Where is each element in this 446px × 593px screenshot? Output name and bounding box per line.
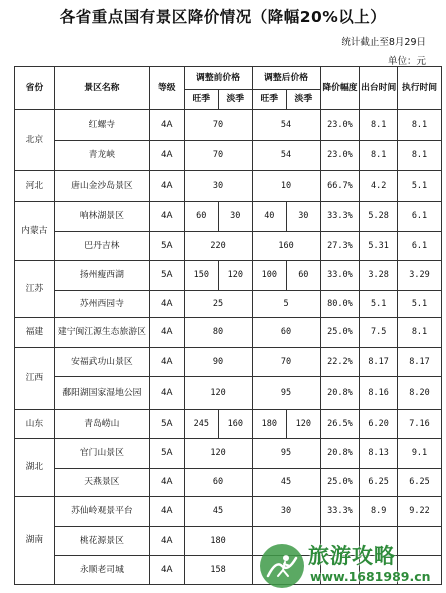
scenic-name: 巴丹吉林 (54, 232, 149, 261)
before-price: 180 (184, 527, 252, 556)
header-before: 调整前价格 (184, 67, 252, 90)
header-drop: 降价幅度 (320, 67, 360, 110)
before-peak-price: 60 (184, 202, 219, 232)
province-cell: 山东 (15, 410, 55, 439)
drop-cell: 27.3% (320, 232, 360, 261)
header-level: 等级 (150, 67, 185, 110)
table-row (15, 291, 442, 318)
effective-cell: 9.1 (398, 439, 442, 469)
scenic-name: 官门山景区 (54, 439, 149, 469)
table-row (15, 110, 442, 141)
before-price: 90 (184, 348, 252, 377)
price-table (14, 66, 442, 585)
drop-cell: 66.7% (320, 171, 360, 202)
table-row (15, 439, 442, 469)
table-row (15, 171, 442, 202)
table-row (15, 202, 442, 232)
release-cell: 8.1 (360, 141, 398, 171)
after-price (252, 527, 320, 556)
before-price: 70 (184, 141, 252, 171)
effective-cell: 8.1 (398, 110, 442, 141)
scenic-name: 天燕景区 (54, 469, 149, 497)
effective-cell: 8.1 (398, 318, 442, 348)
table-row (15, 232, 442, 261)
drop-cell: 26.5% (320, 410, 360, 439)
release-cell: 6.20 (360, 410, 398, 439)
after-price: 95 (252, 439, 320, 469)
release-cell: 3.28 (360, 261, 398, 291)
before-price: 25 (184, 291, 252, 318)
unit-note: 单位：元 (387, 56, 426, 67)
after-peak-price: 180 (252, 410, 287, 439)
before-price: 70 (184, 110, 252, 141)
level-cell: 5A (150, 232, 185, 261)
scenic-name: 安福武功山景区 (54, 348, 149, 377)
before-price: 30 (184, 171, 252, 202)
release-cell: 5.31 (360, 232, 398, 261)
effective-cell: 5.1 (398, 291, 442, 318)
watermark-brand: 旅游攻略 (308, 544, 396, 568)
after-price (252, 556, 320, 585)
scenic-name: 桃花源景区 (54, 527, 149, 556)
before-peak-price: 245 (184, 410, 219, 439)
level-cell: 5A (150, 439, 185, 469)
drop-cell: 20.8% (320, 439, 360, 469)
drop-cell (320, 556, 360, 585)
province-cell: 江西 (15, 348, 55, 410)
cutoff-note: 统计截止至8月29日 (341, 37, 426, 48)
scenic-name: 扬州瘦西湖 (54, 261, 149, 291)
scenic-name: 永顺老司城 (54, 556, 149, 585)
drop-cell (320, 527, 360, 556)
drop-cell: 20.8% (320, 377, 360, 410)
release-cell (360, 527, 398, 556)
effective-cell: 9.22 (398, 497, 442, 527)
province-cell: 内蒙古 (15, 202, 55, 261)
effective-cell: 6.1 (398, 232, 442, 261)
before-off-price: 160 (219, 410, 252, 439)
effective-cell: 3.29 (398, 261, 442, 291)
header-province: 省份 (15, 67, 55, 110)
after-price: 10 (252, 171, 320, 202)
province-cell: 湖南 (15, 497, 55, 585)
scenic-name: 红螺寺 (54, 110, 149, 141)
release-cell: 7.5 (360, 318, 398, 348)
drop-cell: 33.0% (320, 261, 360, 291)
scenic-name: 苏仙岭观景平台 (54, 497, 149, 527)
level-cell: 4A (150, 171, 185, 202)
after-price: 54 (252, 141, 320, 171)
level-cell: 4A (150, 348, 185, 377)
table-row (15, 527, 442, 556)
header-before-off: 淡季 (219, 90, 252, 110)
before-price: 45 (184, 497, 252, 527)
after-price: 95 (252, 377, 320, 410)
province-cell: 北京 (15, 110, 55, 171)
level-cell: 5A (150, 261, 185, 291)
drop-cell: 23.0% (320, 110, 360, 141)
header-after-off: 淡季 (287, 90, 320, 110)
scenic-name: 唐山金沙岛景区 (54, 171, 149, 202)
scenic-name: 响林湖景区 (54, 202, 149, 232)
release-cell: 8.17 (360, 348, 398, 377)
release-cell: 8.9 (360, 497, 398, 527)
drop-cell: 25.0% (320, 469, 360, 497)
table-row (15, 377, 442, 410)
effective-cell: 6.25 (398, 469, 442, 497)
scenic-name: 苏州西园寺 (54, 291, 149, 318)
after-off-price: 120 (287, 410, 320, 439)
release-cell: 4.2 (360, 171, 398, 202)
level-cell: 4A (150, 469, 185, 497)
table-row (15, 497, 442, 527)
table-row (15, 469, 442, 497)
level-cell: 4A (150, 291, 185, 318)
after-price: 160 (252, 232, 320, 261)
before-price: 80 (184, 318, 252, 348)
table-row (15, 318, 442, 348)
release-cell: 6.25 (360, 469, 398, 497)
scenic-name: 建宁闽江源生态旅游区 (54, 318, 149, 348)
drop-cell: 80.0% (320, 291, 360, 318)
before-price: 60 (184, 469, 252, 497)
level-cell: 4A (150, 527, 185, 556)
drop-cell: 23.0% (320, 141, 360, 171)
level-cell: 4A (150, 318, 185, 348)
effective-cell (398, 556, 442, 585)
before-price: 220 (184, 232, 252, 261)
before-off-price: 120 (219, 261, 252, 291)
after-price: 54 (252, 110, 320, 141)
drop-cell: 22.2% (320, 348, 360, 377)
effective-cell: 8.20 (398, 377, 442, 410)
release-cell: 8.13 (360, 439, 398, 469)
province-cell: 江苏 (15, 261, 55, 318)
table-row (15, 348, 442, 377)
after-off-price: 30 (287, 202, 320, 232)
level-cell: 4A (150, 556, 185, 585)
release-cell: 8.16 (360, 377, 398, 410)
header-before-peak: 旺季 (184, 90, 219, 110)
before-off-price: 30 (219, 202, 252, 232)
level-cell: 4A (150, 141, 185, 171)
table-row (15, 261, 442, 291)
level-cell: 4A (150, 110, 185, 141)
watermark-url: www.1681989.cn (310, 569, 431, 584)
after-price: 70 (252, 348, 320, 377)
page-title: 各省重点国有景区降价情况（降幅20%以上） (59, 8, 387, 26)
scenic-name: 青龙峡 (54, 141, 149, 171)
before-price: 120 (184, 439, 252, 469)
release-cell: 5.1 (360, 291, 398, 318)
before-price: 120 (184, 377, 252, 410)
drop-cell: 33.3% (320, 497, 360, 527)
effective-cell: 7.16 (398, 410, 442, 439)
drop-cell: 25.0% (320, 318, 360, 348)
release-cell (360, 556, 398, 585)
after-peak-price: 40 (252, 202, 287, 232)
after-price: 30 (252, 497, 320, 527)
release-cell: 8.1 (360, 110, 398, 141)
province-cell: 湖北 (15, 439, 55, 497)
drop-cell: 33.3% (320, 202, 360, 232)
effective-cell: 6.1 (398, 202, 442, 232)
header-scenic: 景区名称 (54, 67, 149, 110)
level-cell: 4A (150, 202, 185, 232)
table-row (15, 141, 442, 171)
province-cell: 福建 (15, 318, 55, 348)
level-cell: 4A (150, 497, 185, 527)
before-peak-price: 150 (184, 261, 219, 291)
after-peak-price: 100 (252, 261, 287, 291)
level-cell: 5A (150, 410, 185, 439)
table-row (15, 556, 442, 585)
after-price: 60 (252, 318, 320, 348)
after-off-price: 60 (287, 261, 320, 291)
effective-cell (398, 527, 442, 556)
province-cell: 河北 (15, 171, 55, 202)
before-price: 158 (184, 556, 252, 585)
after-price: 45 (252, 469, 320, 497)
header-row (15, 67, 442, 90)
effective-cell: 5.1 (398, 171, 442, 202)
level-cell: 4A (150, 377, 185, 410)
header-after: 调整后价格 (252, 67, 320, 90)
header-effective: 执行时间 (398, 67, 442, 110)
scenic-name: 鄱阳湖国家湿地公园 (54, 377, 149, 410)
table-row (15, 410, 442, 439)
release-cell: 5.28 (360, 202, 398, 232)
effective-cell: 8.1 (398, 141, 442, 171)
scenic-name: 青岛崂山 (54, 410, 149, 439)
header-after-peak: 旺季 (252, 90, 287, 110)
header-release: 出台时间 (360, 67, 398, 110)
effective-cell: 8.17 (398, 348, 442, 377)
after-price: 5 (252, 291, 320, 318)
